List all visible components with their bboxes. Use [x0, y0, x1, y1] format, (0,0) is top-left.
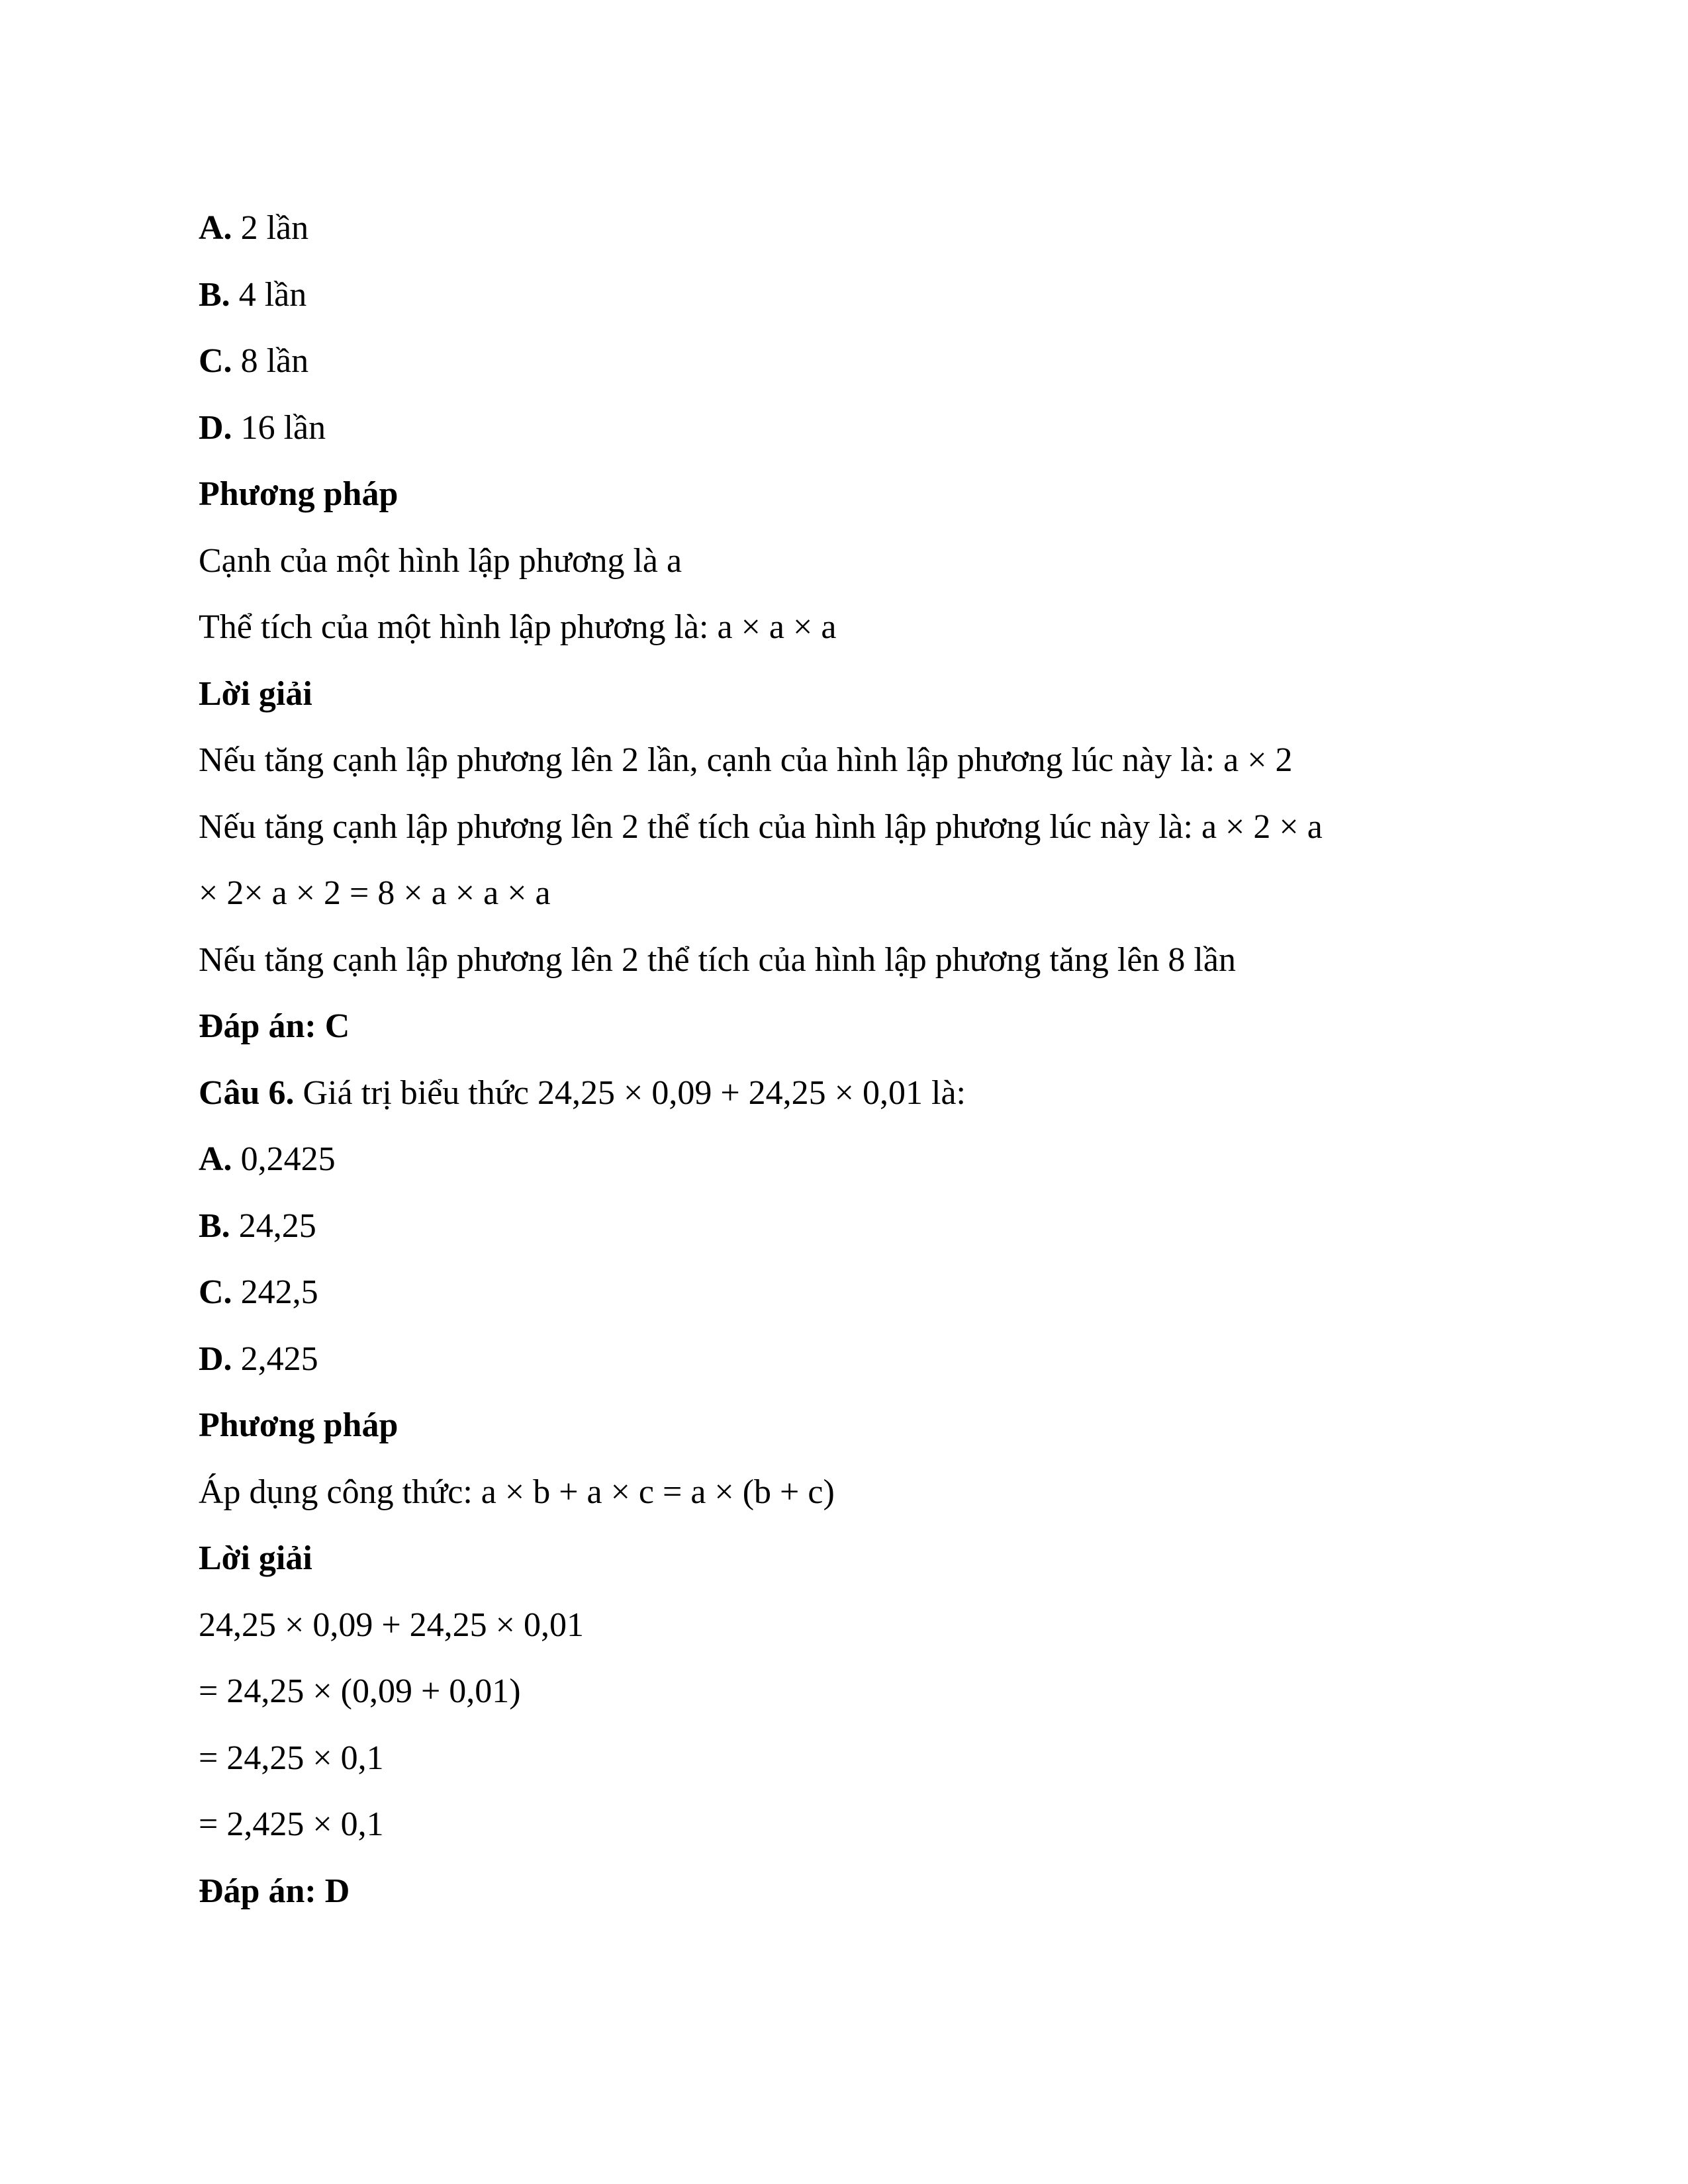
q6-solution-line: = 24,25 × (0,09 + 0,01)	[199, 1672, 521, 1710]
q5-solution-line: Nếu tăng cạnh lập phương lên 2 thể tích của hình lập phương tăng lên 8 lần	[199, 940, 1236, 979]
q5-answer: Đáp án: C	[199, 1007, 350, 1045]
q6-option-d: D. 2,425	[199, 1340, 318, 1378]
q5-solution-line: Nếu tăng cạnh lập phương lên 2 lần, cạnh của hình lập phương lúc này là: a × 2	[199, 741, 1293, 779]
q6-solution-line: = 2,425 × 0,1	[199, 1805, 384, 1843]
document-page	[199, 195, 1489, 1925]
q5-method-heading: Phương pháp	[199, 475, 399, 513]
q6-option-a: A. 0,2425	[199, 1140, 336, 1178]
q6-answer: Đáp án: D	[199, 1872, 350, 1910]
q5-method-line: Cạnh của một hình lập phương là a	[199, 541, 682, 580]
q6-option-b: B. 24,25	[199, 1206, 316, 1245]
q6-question: Câu 6. Giá trị biểu thức 24,25 × 0,09 + 24,25 × 0,01 là:	[199, 1073, 966, 1112]
q6-option-c: C. 242,5	[199, 1273, 318, 1311]
q6-solution-line: = 24,25 × 0,1	[199, 1739, 384, 1777]
q5-solution-line: Nếu tăng cạnh lập phương lên 2 thể tích của hình lập phương lúc này là: a × 2 × a	[199, 807, 1323, 846]
q5-option-a: A. 2 lần	[199, 209, 309, 247]
q6-solution-line: 24,25 × 0,09 + 24,25 × 0,01	[199, 1606, 584, 1644]
q6-solution-heading: Lời giải	[199, 1539, 312, 1577]
q6-method-heading: Phương pháp	[199, 1406, 399, 1444]
q5-option-d: D. 16 lần	[199, 408, 326, 447]
q6-method-line: Áp dụng công thức: a × b + a × c = a × (b + c)	[199, 1473, 835, 1511]
q5-solution-line: × 2× a × 2 = 8 × a × a × a	[199, 874, 551, 912]
q5-method-line: Thể tích của một hình lập phương là: a × a × a	[199, 608, 837, 646]
q5-option-c: C. 8 lần	[199, 342, 309, 380]
q5-solution-heading: Lời giải	[199, 674, 312, 713]
q5-option-b: B. 4 lần	[199, 275, 307, 314]
